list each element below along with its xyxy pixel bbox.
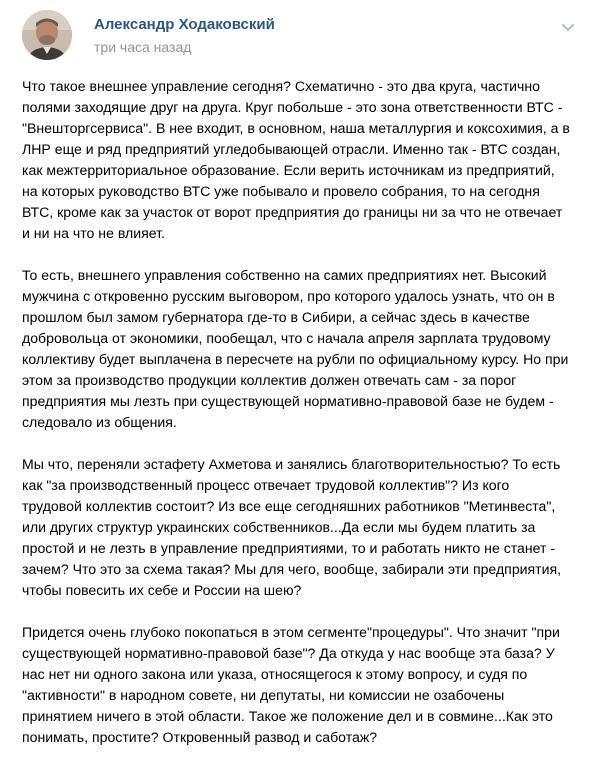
post-paragraph: Что такое внешнее управление сегодня? Схематично - это два круга, частично полями заходящие друг на друга. Круг побольше - это зона ответственности ВТС - "Внешторгсервиса". В нее входит, в основном, наша металлургия и коксохимия, а в ЛНР еще и ряд предприятий угледобывающей отрасли. Именно так - ВТС создан, как межтерриториальное образование. Если верить источникам из предприятий, на которых руководство ВТС уже побывало и провело собрания, то на сегодня ВТС, кроме как за участок от ворот предприятия до границы ни за что не отвечает и ни на что не влияет. bbox=[22, 78, 570, 241]
post-text bbox=[22, 76, 582, 769]
post-time[interactable]: три часа назад bbox=[94, 39, 192, 55]
author-name[interactable]: Александр Ходаковский bbox=[94, 16, 275, 33]
post-paragraph: Придется очень глубоко покопаться в этом сегменте"процедуры". Что значит "при существующей нормативно-правовой базе"? Да откуда у нас вообще эта база? У нас нет ни одного закона или указа, относящегося к этому вопросу, и судя по "активности" в народном совете, ни депутаты, ни комиссии не озабочены принятием ничего в этой области. Такое же положение дел и в совмине...Как это понимать, простите? Откровенный развод и саботаж? bbox=[22, 624, 560, 745]
post-paragraph: Мы что, переняли эстафету Ахметова и занялись благотворительностью? То есть как "за производственный процесс отвечает трудовой коллектив"? Из кого трудовой коллектив состоит? Из все еще сегодняшних работников "Метинвеста", или других структур украинских собственников...Да если мы будем платить за простой и не лезть в управление предприятиями, то и работать никто не станет - зачем? Что это за схема такая? Мы для чего, вообще, забирали эти предприятия, чтобы повесить их себе и России на шею? bbox=[22, 456, 562, 598]
avatar-photo-icon bbox=[22, 10, 72, 60]
post-header bbox=[22, 10, 580, 60]
post-paragraph: То есть, внешнего управления собственно на самих предприятиях нет. Высокий мужчина с откровенно русским выговором, про которого удалось узнать, что он в прошлом был замом губернатора где-то в Сибири, а сейчас здесь в качестве добровольца от экономики, пообещал, что с начала апреля зарплата трудовому коллективу будет выплачена в пересчете на рубли по официальному курсу. Но при этом за производство продукции коллектив должен отвечать сам - за порог предприятия мы лезть при существующей нормативно-правовой базе не будем - следовало из общения. bbox=[22, 267, 569, 430]
chevron-down-icon[interactable] bbox=[556, 16, 580, 38]
avatar[interactable] bbox=[22, 10, 72, 60]
